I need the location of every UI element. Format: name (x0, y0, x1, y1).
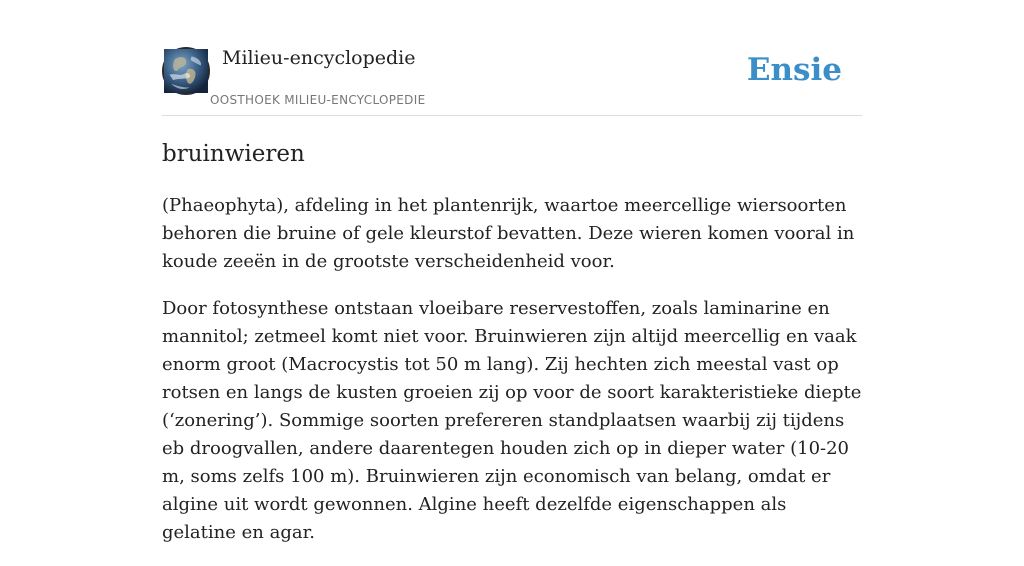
article-title: bruinwieren (162, 141, 305, 167)
article-paragraph: Door fotosynthese ontstaan vloeibare reservestoffen, zoals laminarine en mannitol; zetmeel komt niet voor. Bruinwieren zijn altijd meercellig en vaak enorm groot (Macrocystis tot 50 m lang). Zij hechten zich meestal vast op rotsen en langs de kusten groeien zij op voor de soort karakteristieke diepte (‘zonering’). Sommige soorten prefereren standplaatsen waarbij zij tijdens eb droogvallen, andere daarentegen houden zich op in dieper water (10-20 m, soms zelfs 100 m). Bruinwieren zijn economisch van belang, omdat er algine uit wordt gewonnen. Algine heeft dezelfde eigenschappen als gelatine en agar. (162, 298, 862, 543)
earth-globe-icon[interactable] (162, 47, 210, 95)
site-name[interactable]: Milieu-encyclopedie (222, 47, 416, 69)
site-header (162, 46, 862, 116)
article-paragraph: (Phaeophyta), afdeling in het plantenrijk, waartoe meercellige wiersoorten behoren die bruine of gele kleurstof bevatten. Deze wieren komen vooral in koude zeeën in de grootste verscheidenheid voor. (162, 195, 855, 272)
brand-logo-link[interactable]: Ensie (746, 52, 842, 88)
site-subtitle[interactable]: OOSTHOEK MILIEU-ENCYCLOPEDIE (210, 93, 426, 107)
article-body (162, 192, 862, 566)
